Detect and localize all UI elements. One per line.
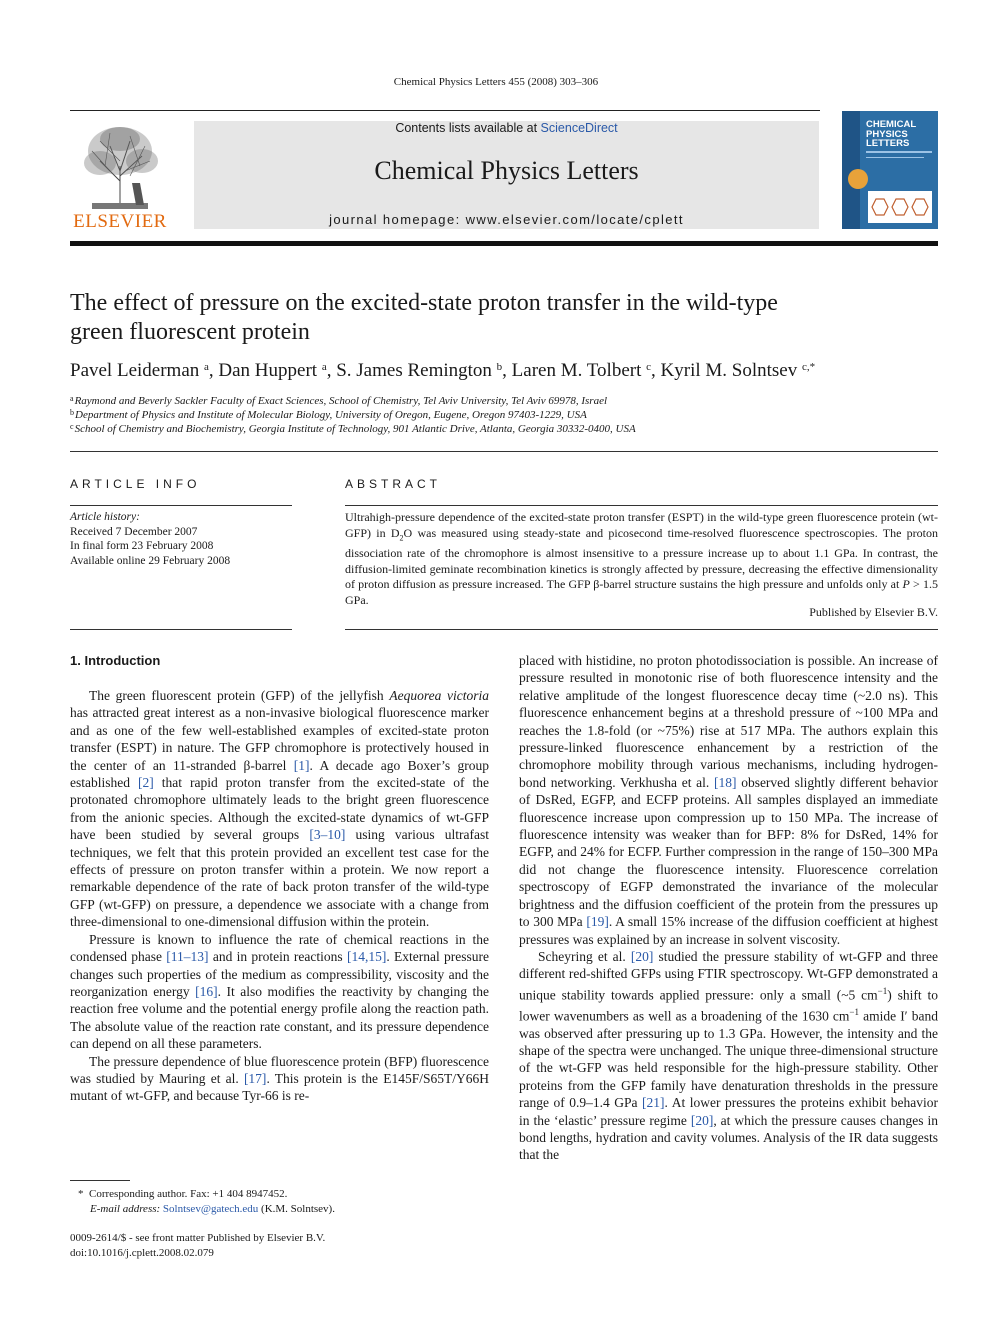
affiliation: $^b$Department of Physics and Institute of Molecular Biology, University of Oregon, Eugene, Oregon 97403-1229, USA bbox=[70, 408, 587, 421]
homepage-prefix: journal homepage: bbox=[329, 212, 466, 227]
abstract-publisher: Published by Elsevier B.V. bbox=[809, 605, 938, 619]
affiliation: $^a$Raymond and Beverly Sackler Faculty of Exact Sciences, School of Chemistry, Tel Aviv University, Tel Aviv 69978, Israel bbox=[70, 394, 608, 407]
journal-name: Chemical Physics Letters bbox=[374, 156, 639, 185]
email-link[interactable]: Solntsev@gatech.edu bbox=[162, 1202, 259, 1215]
citation-link[interactable]: [20] bbox=[690, 1112, 714, 1128]
journal-homepage bbox=[194, 212, 819, 227]
abstract-text: Ultrahigh-pressure dependence of the excited-state proton transfer (ESPT) in the wild-type green fluorescence protein (wt-GFP) in $D_2O$ was measured using steady-state and picosecond time-resolved fluorescence spectroscopies. The proton dissociation rate of the chromophore is almost insensitive to a pressure increase up to about 1.1 GPa. In contrast, the diffusion-limited geminate recombination kinetics is strongly affected by pressure, decreasing the effective dimensionality of proton diffusion as pressure increased. The GFP β-barrel structure sustains the high pressure and unfolds only at P > 1.5 GPa. bbox=[345, 510, 938, 607]
citation-link[interactable]: [16] bbox=[195, 983, 218, 999]
footnote-rule bbox=[70, 1180, 130, 1181]
citation-link[interactable]: [3–10] bbox=[309, 827, 346, 843]
cover-molecule-icon bbox=[870, 195, 930, 221]
author: Pavel Leiderman $^a$ bbox=[70, 360, 209, 381]
abstract-heading: ABSTRACT bbox=[345, 477, 442, 491]
author: Dan Huppert $^a$ bbox=[218, 360, 327, 381]
article-info-rule bbox=[70, 505, 292, 506]
contents-prefix: Contents lists available at bbox=[395, 121, 541, 135]
citation-link[interactable]: [18] bbox=[713, 774, 737, 790]
sciencedirect-link[interactable]: ScienceDirect bbox=[540, 121, 618, 135]
front-matter: 0009-2614/$ - see front matter Published by Elsevier B.V. doi:10.1016/j.cplett.2008.02.079 bbox=[70, 1231, 490, 1260]
author: S. James Remington $^b$ bbox=[336, 360, 503, 381]
homepage-link[interactable]: www.elsevier.com/locate/cplett bbox=[465, 212, 684, 227]
citation-link[interactable]: [21] bbox=[642, 1095, 665, 1111]
journal-cover-thumbnail bbox=[842, 111, 938, 229]
elsevier-wordmark: ELSEVIER bbox=[73, 211, 167, 232]
article-history: Article history: Received 7 December 2007 In final form 23 February 2008 Available online 29 February 2008 bbox=[70, 511, 231, 567]
running-head: Chemical Physics Letters 455 (2008) 303–306 bbox=[393, 76, 599, 88]
paragraph: Scheyring et al. [20] studied the pressure stability of wt-GFP and three different red-shifted GFPs using FTIR spectroscopy. Wt-GFP demonstrated a unique stability towards applied pressure: only a small (~5 $cm^{-1}$) shift to lower wavenumbers as well as a broadening of the 1630 $cm^{-1}$ amide I′ band was observed after pressuring up to 1.3 GPa. However, the intensity and the shape of the spectra were unchanged. The unique three-dimensional structure of the wt-GFP was held responsible for the high-pressure stability. Other proteins from the GFP family have denaturation thresholds in the pressure range of 0.9–1.4 GPa [21]. At lower pressures the proteins exhibit behavior in the ‘elastic’ pressure regime [20], at which the pressure causes changes in bond lengths, hydration and cavity volumes. Analysis of the IR data suggests that the bbox=[519, 948, 939, 1163]
body-column-left bbox=[70, 687, 489, 1105]
citation-link[interactable]: [1] bbox=[293, 757, 310, 773]
paragraph: placed with histidine, no proton photodissociation is possible. An increase of pressure resulted in monotonic rise of both fluorescence intensity and the relative amplitude of the longest fluorescence decay time (~2.0 ns). This fluorescence enhancement begins at a threshold pressure of ~100 MPa and reaches the 1.8-fold (or ~75%) rise at 517 MPa. The authors explain this pressure-linked fluorescence enhancement by a restriction of the chromophore mobility through various mechanisms, including hydrogen-bond networking. Verkhusha et al. [18] observed slightly different behavior of DsRed, EGFP, and ECFP proteins. All samples displayed an immediate fluorescence increase upon compression up to 150 MPa. The increase of fluorescence intensity was weaker than for BFP: 8% for DsRed, 14% for EGFP, and 24% for ECFP. Further compression in the range of 150–300 MPa did not change the fluorescence intensity. Fluorescence correlation spectroscopy of EGFP demonstrated the invariance of the molecular brightness and the diffusion coefficient of the protein from the pressures up to 300 MPa [19]. A small 15% increase of the diffusion coefficient at highest pressures was explained by an increase in solvent viscosity. bbox=[519, 653, 938, 947]
citation-link[interactable]: [14,15] bbox=[346, 949, 387, 965]
cover-title: CHEMICAL PHYSICS LETTERS bbox=[866, 119, 917, 149]
affiliation: $^c$School of Chemistry and Biochemistry, Georgia Institute of Technology, 901 Atlantic Drive, Atlanta, Georgia 30332-0400, USA bbox=[70, 422, 636, 435]
header-top-rule bbox=[70, 110, 820, 111]
citation-link[interactable]: [17] bbox=[243, 1070, 267, 1086]
citation-link[interactable]: [20] bbox=[630, 948, 654, 964]
paragraph: The pressure dependence of blue fluorescence protein (BFP) fluorescence was studied by Mauring et al. [17]. This protein is the E145F/S65T/Y66H mutant of wt-GFP, and because Tyr-66 is re- bbox=[70, 1053, 489, 1104]
abstract-bottom-rule bbox=[345, 629, 938, 630]
citation-link[interactable]: [11–13] bbox=[166, 949, 209, 965]
body-column-right bbox=[519, 652, 938, 1164]
paragraph: The green fluorescent protein (GFP) of the jellyfish Aequorea victoria has attracted great interest as a non-invasive biological fluorescence marker and as one of the few well-established examples of excited-state proton transfer (ESPT) in nature. The GFP chromophore is protectively housed in the center of an 11-stranded β-barrel [1]. A decade ago Boxer’s group established [2] that rapid proton transfer from the excited-state of the protonated chromophore ultimately leads to the bright green fluorescence from the anionic species. Although the excited-state dynamics of wt-GFP have been studied by several groups [3–10] using various ultrafast techniques, we felt that this protein provided an excellent test case for the effects of pressure on proton transfer within a protein. We now report a remarkable dependence of the rate of back proton transfer of the wild-type GFP (wt-GFP) on pressure, a dependence we associate with a change from three-dimensional to one-dimensional diffusion within the protein. bbox=[70, 688, 489, 930]
abstract-rule bbox=[345, 505, 938, 506]
author: Laren M. Tolbert $^c$ bbox=[511, 360, 652, 381]
section-heading: 1. Introduction bbox=[70, 653, 161, 668]
article-info-bottom-rule bbox=[70, 629, 292, 630]
header-thick-rule bbox=[70, 241, 938, 246]
paragraph: Pressure is known to influence the rate of chemical reactions in the condensed phase [11–13] and in protein reactions [14,15]. External pressure changes such properties of the medium as compressibility, viscosity and the reorganization energy [16]. It also modifies the reactivity by changing the reaction free volume and the potential energy profile along the reaction path. The absolute value of the reaction rate constant, and its pressure dependence can depend on all these parameters. bbox=[70, 931, 489, 1052]
footnote: * Corresponding author. Fax: +1 404 8947452. E-mail address: Solntsev@gatech.edu (K.M. Solntsev). bbox=[78, 1188, 335, 1215]
citation-link[interactable]: [2] bbox=[138, 775, 154, 791]
author: Kyril M. Solntsev $^{c,*}$ bbox=[660, 360, 816, 381]
article-info-heading: ARTICLE INFO bbox=[70, 477, 201, 491]
affiliation-divider bbox=[70, 451, 938, 452]
cover-sphere-icon bbox=[848, 169, 868, 189]
citation-link[interactable]: [19] bbox=[586, 914, 609, 930]
author-list: Pavel Leiderman $^a$, Dan Huppert $^a$, S. James Remington $^b$, Laren M. Tolbert $^c$, Kyril M. Solntsev $^{c,*}$ bbox=[70, 360, 816, 381]
article-title: The effect of pressure on the excited-state proton transfer in the wild-type green fluorescent protein bbox=[70, 290, 778, 345]
contents-availability bbox=[194, 121, 819, 135]
doi-link[interactable]: doi:10.1016/j.cplett.2008.02.079 bbox=[70, 1246, 214, 1259]
